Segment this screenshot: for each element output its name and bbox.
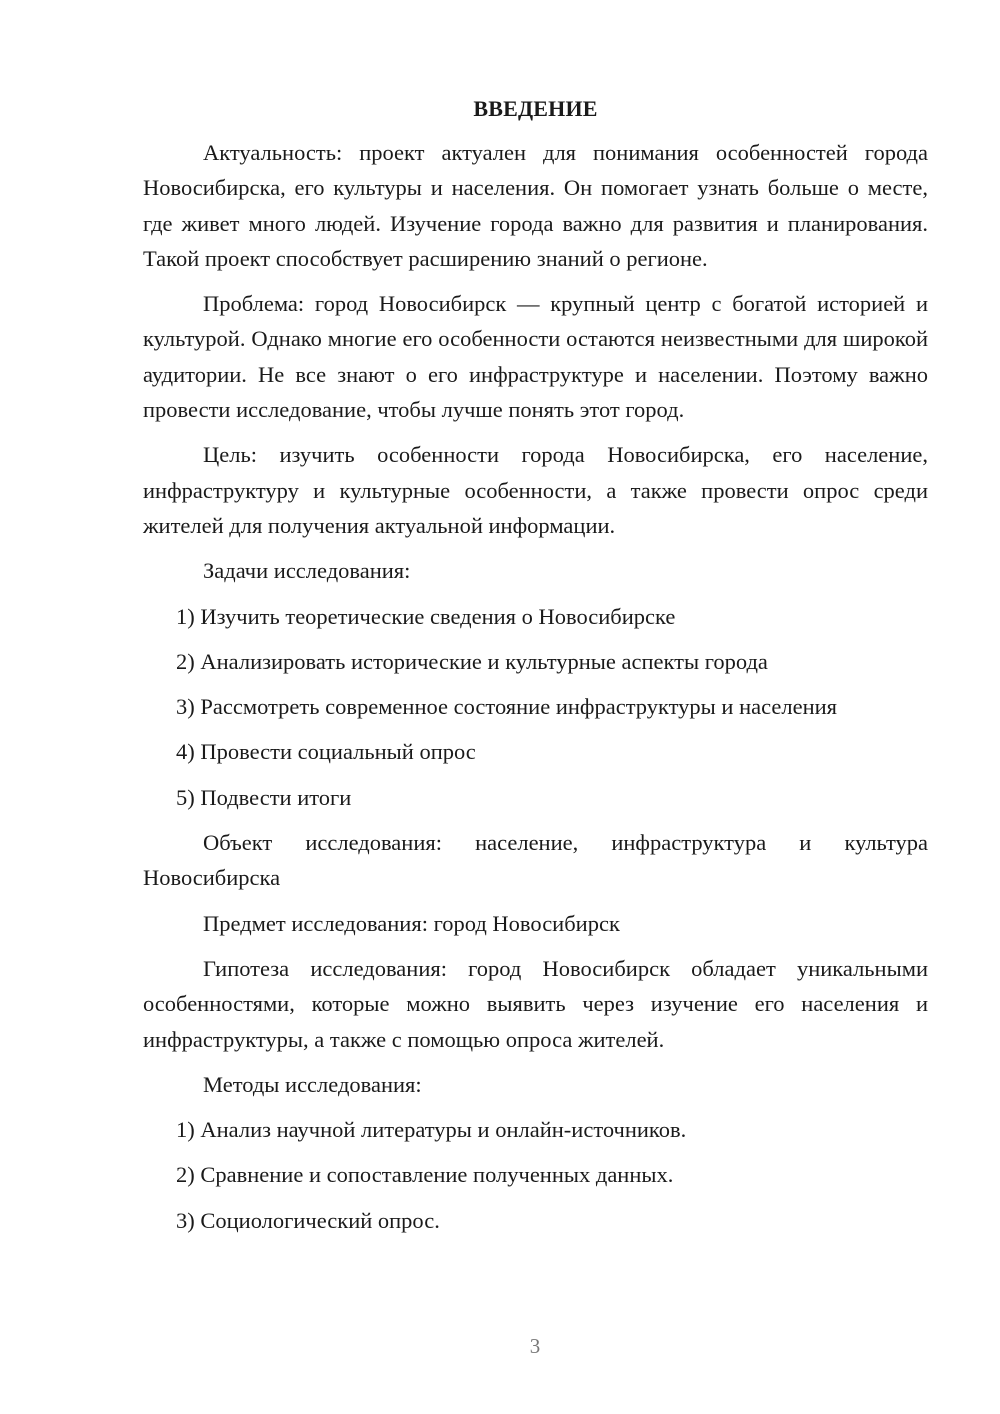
problem-paragraph: Проблема: город Новосибирск — крупный центр с богатой историей и культурой. Однако многие его особенности остаются неизвестными для широкой аудитории. Не все знают о его инфраструктуре и населении. Поэтому важно провести исследование, чтобы лучше понять этот город. <box>143 291 928 423</box>
page-content <box>143 94 928 1248</box>
method-item-3: 3) Социологический опрос. <box>176 1207 440 1233</box>
section-title: ВВЕДЕНИЕ <box>473 96 598 121</box>
task-item-2: 2) Анализировать исторические и культурные аспекты города <box>176 648 768 674</box>
method-item-2: 2) Сравнение и сопоставление полученных данных. <box>176 1162 674 1188</box>
task-item-5: 5) Подвести итоги <box>176 784 352 810</box>
task-item-1: 1) Изучить теоретические сведения о Новосибирске <box>176 603 676 629</box>
subject-paragraph: Предмет исследования: город Новосибирск <box>203 910 620 936</box>
tasks-heading: Задачи исследования: <box>203 558 411 584</box>
relevance-paragraph: Актуальность: проект актуален для понимания особенностей города Новосибирска, его культуры и населения. Он помогает узнать больше о месте, где живет много людей. Изучение города важно для развития и планирования. Такой проект способствует расширению знаний о регионе. <box>143 140 928 271</box>
hypothesis-paragraph: Гипотеза исследования: город Новосибирск обладает уникальными особенностями, которые можно выявить через изучение его населения и инфраструктуры, а также с помощью опроса жителей. <box>143 955 928 1052</box>
object-paragraph: Объект исследования: население, инфраструктура и культура Новосибирска <box>143 830 928 891</box>
task-item-4: 4) Провести социальный опрос <box>176 739 476 765</box>
task-item-3: 3) Рассмотреть современное состояние инфраструктуры и населения <box>176 694 838 720</box>
page-number: 3 <box>529 1334 541 1358</box>
methods-heading: Методы исследования: <box>203 1071 422 1097</box>
method-item-1: 1) Анализ научной литературы и онлайн-источников. <box>176 1117 687 1143</box>
goal-paragraph: Цель: изучить особенности города Новосибирска, его население, инфраструктуру и культурные особенности, а также провести опрос среди жителей для получения актуальной информации. <box>143 442 928 538</box>
